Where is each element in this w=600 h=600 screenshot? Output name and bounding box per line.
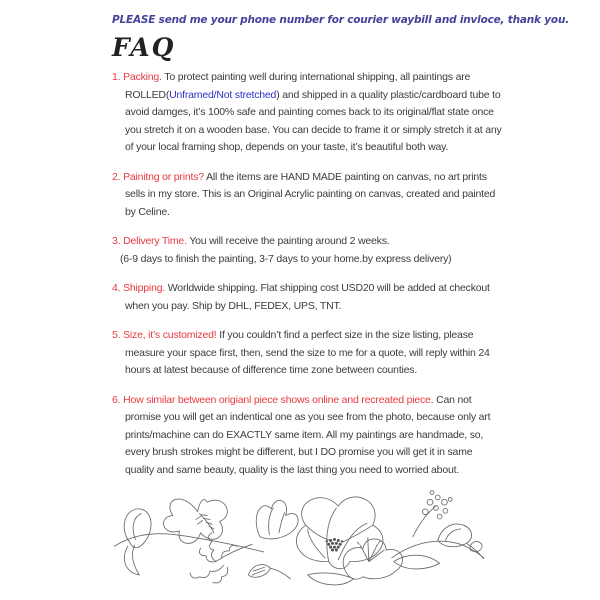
item-title: Painitng or prints? [123,170,204,183]
item-body: If you couldn’t find a perfect size in the size listing, please measure your space first, then, send the size to me for a quote, will reply within 24 hours at latest because of difference time zone between counties. [125,329,490,376]
item-number: 3. [112,235,121,247]
item-body: To protect painting well during international shipping, all paintings are ROLLED( [125,71,471,101]
item-number: 2. [112,170,121,183]
faq-item-delivery-time [112,233,504,268]
item-body: You will receive the painting around 2 weeks. [189,235,390,247]
faq-item-packing [112,69,504,157]
item-body: ) and shipped in a quality plastic/cardboard tube to avoid damges, it’s 100% safe and painting comes back to its original/flat state once you stretch it on a wooden base. You can decide to frame it or simply stretch it at any of your local framing shop, depends on your taste, it’s beautiful both way. [125,88,502,153]
faq-heading: FAQ [112,33,176,62]
item-title: Delivery Time. [123,235,187,247]
item-number: 5. [112,329,121,341]
item-title: Packing. [123,71,162,83]
item-body: Worldwide shipping. Flat shipping cost USD20 will be added at checkout when you pay. Ship by DHL, FEDEX, UPS, TNT. [125,282,490,312]
item-title: How similar between origianl piece shows online and recreated piece. [123,393,434,406]
unframed-link-text: Unframed/Not stretched [169,88,277,101]
faq-item-shipping [112,280,504,315]
floral-line-art [100,485,500,595]
item-number: 4. [112,282,121,294]
item-body: All the items are HAND MADE painting on canvas, no art prints sells in my store. This is an Original Acrylic painting on canvas, created and painted by Celine. [125,170,496,218]
item-title: Shipping. [123,282,166,294]
item-body: Can not promise you will get an indentical one as you see from the photo, because only art prints/machine can do EXACTLY same item. All my paintings are handmade, so, every brush strokes might be different, but I DO promise you will get it in same quality and same beauty, quality is the last thing you need to worried about. [125,393,491,476]
faq-item-painting-or-prints [112,169,504,222]
faq-item-similarity [112,392,504,480]
top-note: PLEASE send me your phone number for courier waybill and invloce, thank you. [112,14,570,26]
item-number: 6. [112,393,121,406]
faq-list [112,69,504,479]
content-column [0,14,570,479]
item-number: 1. [112,71,121,83]
delivery-note: (6-9 days to finish the painting, 3-7 days to your home.by express delivery) [120,252,452,265]
faq-item-size-customized [112,327,504,380]
item-title: Size, it’s customized! [123,329,217,341]
